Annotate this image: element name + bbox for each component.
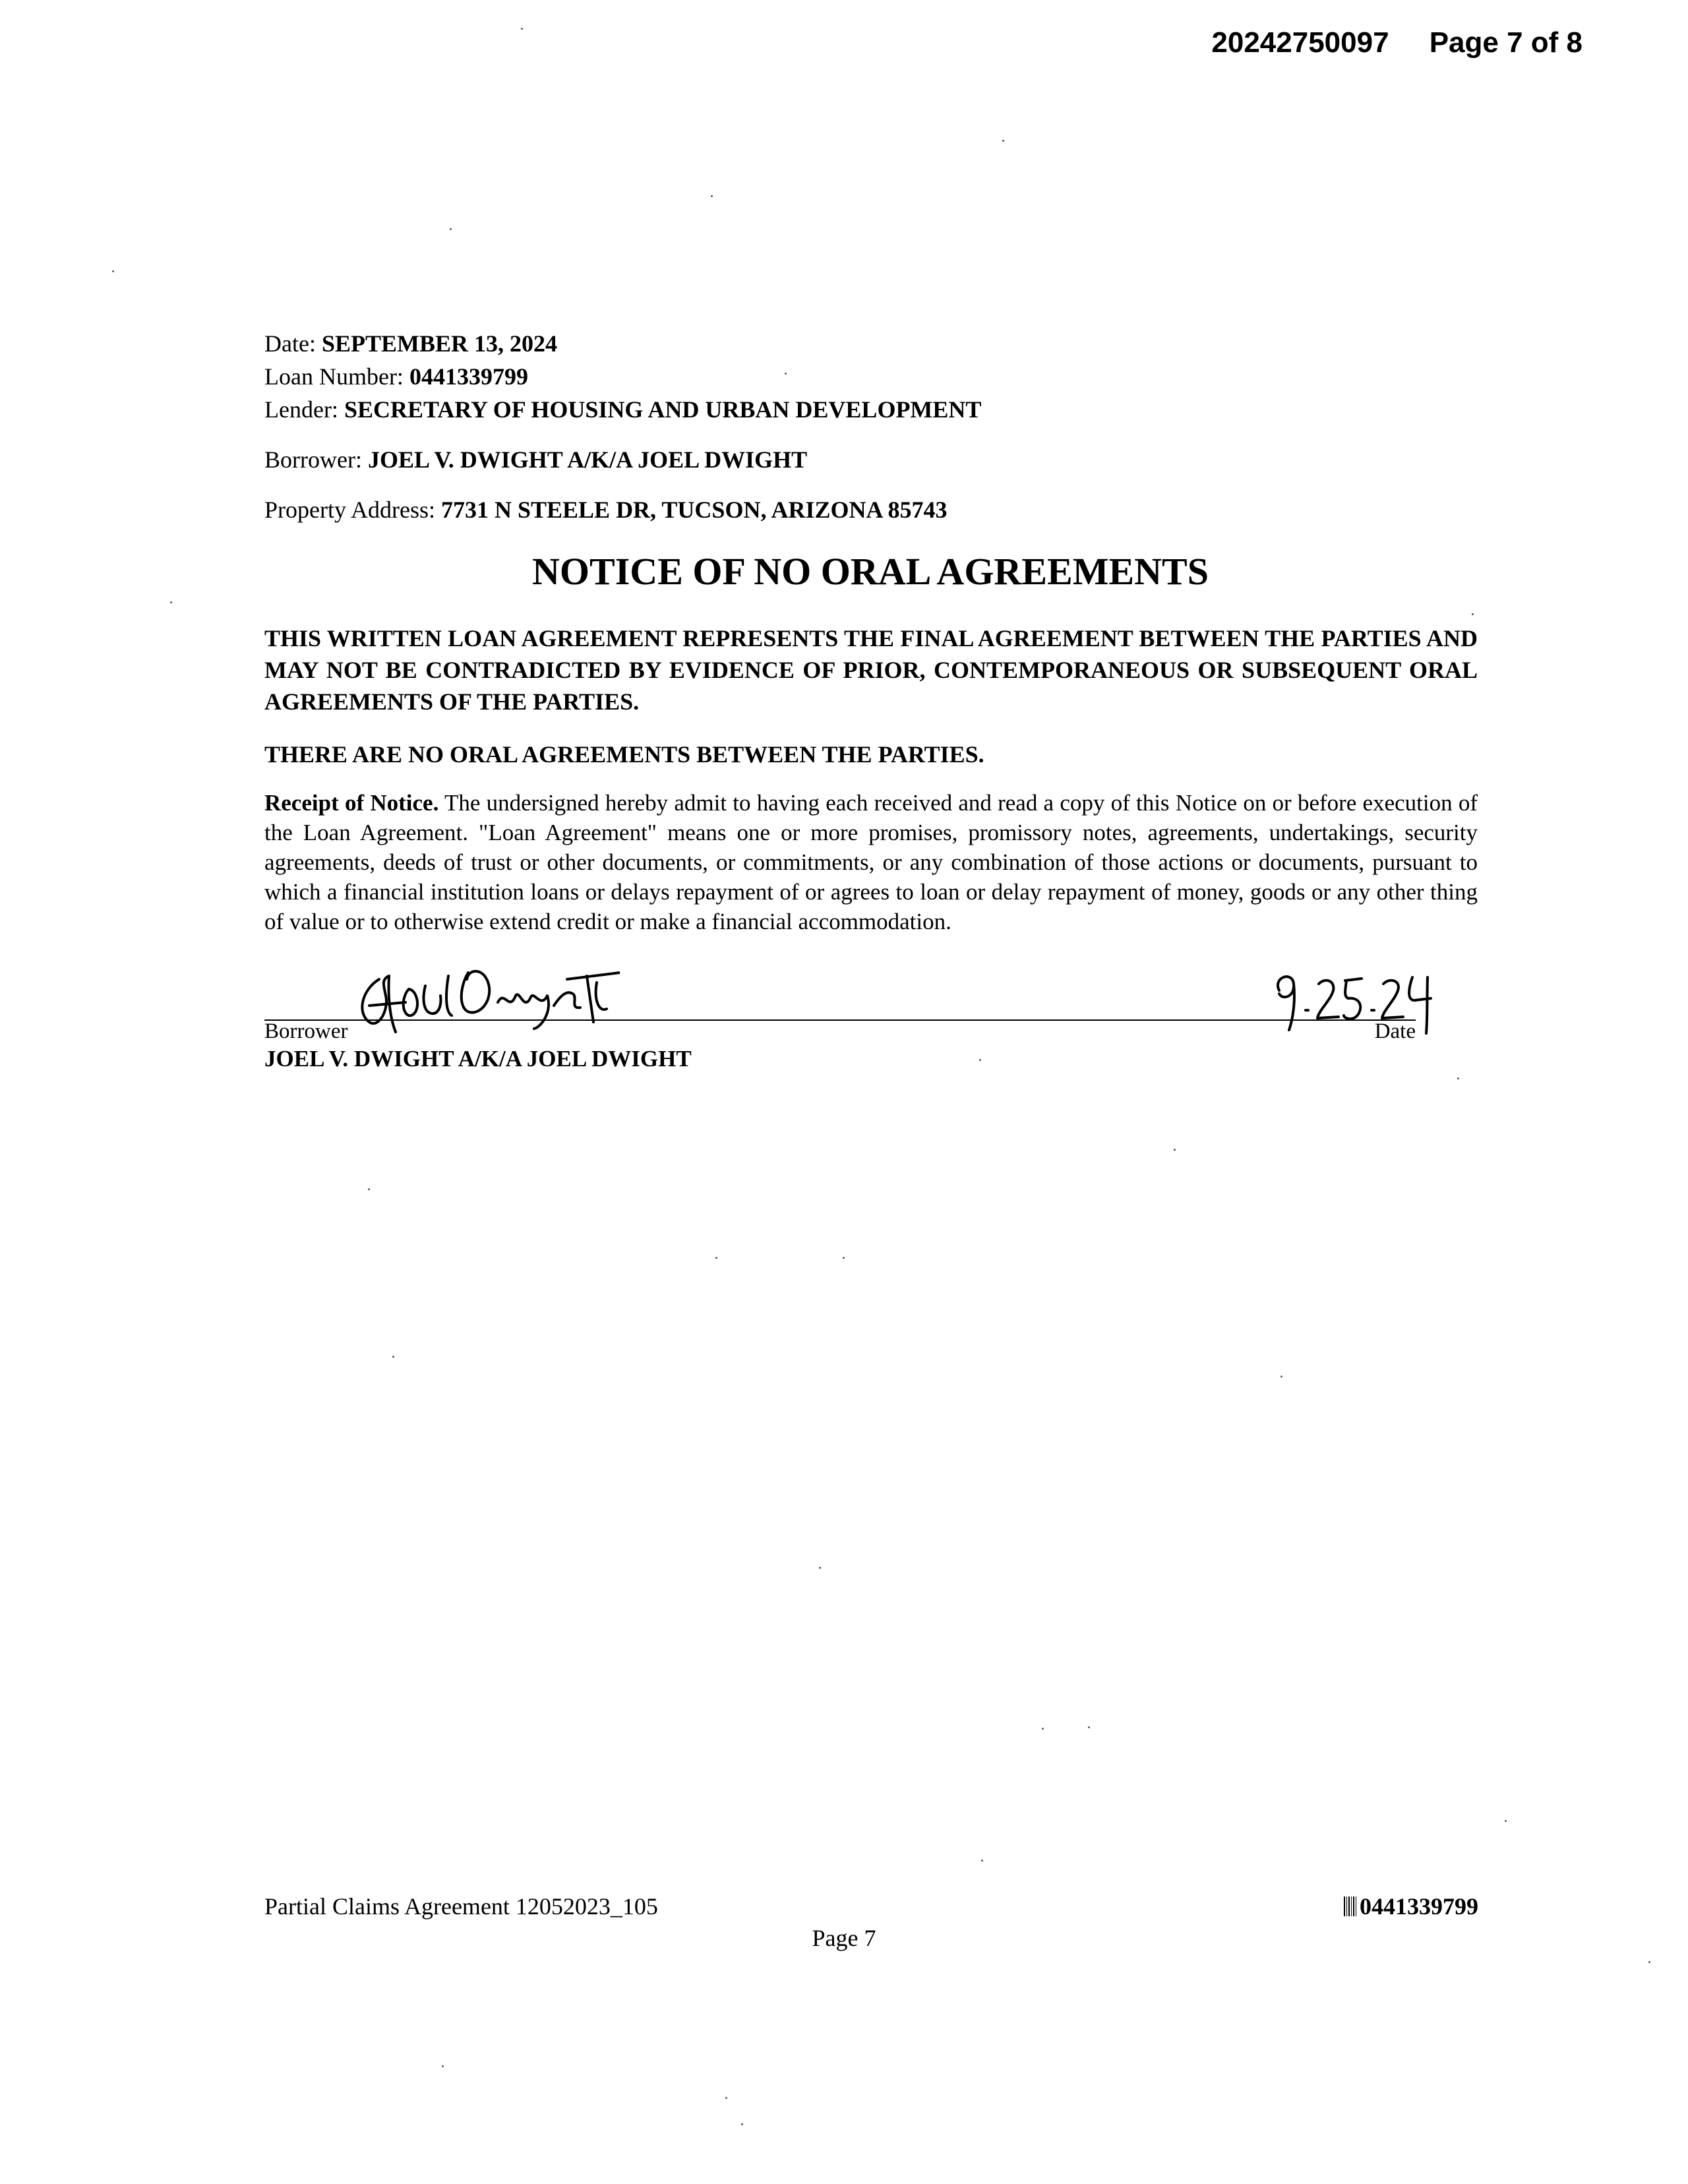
scan-speck <box>1174 1149 1176 1151</box>
scan-speck <box>1472 613 1474 615</box>
scan-speck <box>979 1059 981 1061</box>
recording-stamp <box>1187 26 1582 59</box>
borrower-signature <box>343 950 620 1042</box>
property-address-value: 7731 N STEELE DR, TUCSON, ARIZONA 85743 <box>440 497 948 523</box>
lender-line <box>264 396 981 423</box>
scan-speck <box>1042 1728 1044 1730</box>
scan-speck <box>1088 1726 1090 1728</box>
scan-speck <box>442 2065 444 2067</box>
scan-speck <box>521 28 523 30</box>
scan-speck <box>725 2097 727 2099</box>
scan-speck <box>1648 1961 1650 1963</box>
receipt-body: The undersigned hereby admit to having each received and read a copy of this Notice on or before execution of the Loan Agreement. "Loan Agreement" means one or more promises, promissory notes, agreements, undertakings, security agreements, deeds of trust or other documents, or commitments, or any combination of those actions or documents, pursuant to which a financial institution loans or delays repayment of or agrees to loan or delay repayment of money, goods or any other thing of value or to otherwise extend credit or make a financial accommodation. <box>264 790 1478 934</box>
borrower-line <box>264 446 807 473</box>
scan-speck <box>112 270 114 272</box>
date-line <box>264 330 557 357</box>
scan-speck <box>981 1860 983 1862</box>
loan-number-value: 0441339799 <box>409 363 528 390</box>
page-of-total: Page 7 of 8 <box>1429 26 1582 59</box>
scan-speck <box>368 1188 370 1190</box>
borrower-value: JOEL V. DWIGHT A/K/A JOEL DWIGHT <box>367 446 808 473</box>
borrower-printed-name: JOEL V. DWIGHT A/K/A JOEL DWIGHT <box>264 1046 692 1072</box>
scan-speck <box>843 1257 845 1259</box>
borrower-label: Borrower: <box>264 446 362 473</box>
lender-label: Lender: <box>264 396 338 423</box>
barcode-icon <box>1344 1896 1357 1916</box>
loan-number-line <box>264 363 528 390</box>
no-oral-agreements-paragraph: THERE ARE NO ORAL AGREEMENTS BETWEEN THE PARTIES. <box>264 741 984 768</box>
scan-speck <box>1281 1376 1282 1378</box>
property-address-label: Property Address: <box>264 497 435 523</box>
scan-speck <box>1505 1820 1507 1822</box>
loan-barcode <box>1174 1893 1478 1920</box>
notice-title: NOTICE OF NO ORAL AGREEMENTS <box>532 550 1209 593</box>
scan-speck <box>715 1257 717 1259</box>
page-number: Page 7 <box>812 1925 876 1951</box>
scan-speck <box>392 1356 394 1358</box>
scan-speck <box>819 1567 821 1569</box>
final-agreement-paragraph: THIS WRITTEN LOAN AGREEMENT REPRESENTS THE FINAL AGREEMENT BETWEEN THE PARTIES AND MAY NOT BE CONTRADICTED BY EVIDENCE OF PRIOR, CONTEMPORANEOUS OR SUBSEQUENT ORAL AGREEMENTS OF THE PARTIES. <box>264 625 1478 715</box>
date-signature-label: Date <box>1374 1019 1416 1043</box>
form-name: Partial Claims Agreement 12052023_105 <box>264 1893 658 1920</box>
scan-speck <box>1002 140 1004 142</box>
borrower-signature-label: Borrower <box>264 1019 348 1043</box>
scan-speck <box>785 373 787 375</box>
record-number: 20242750097 <box>1211 26 1389 59</box>
date-label: Date: <box>264 330 316 357</box>
scan-speck <box>711 195 713 197</box>
receipt-of-notice-paragraph <box>264 788 1478 936</box>
scan-speck <box>741 2123 743 2125</box>
receipt-lead: Receipt of Notice. <box>264 790 439 816</box>
scan-speck <box>450 228 452 230</box>
loan-number-label: Loan Number: <box>264 363 404 390</box>
signature-line <box>264 1019 1416 1021</box>
barcode-number: 0441339799 <box>1360 1893 1478 1920</box>
lender-value: SECRETARY OF HOUSING AND URBAN DEVELOPMENT <box>344 396 982 423</box>
date-value: SEPTEMBER 13, 2024 <box>321 330 558 357</box>
scan-speck <box>1457 1077 1459 1079</box>
scan-speck <box>170 601 172 603</box>
property-address-line <box>264 496 947 524</box>
